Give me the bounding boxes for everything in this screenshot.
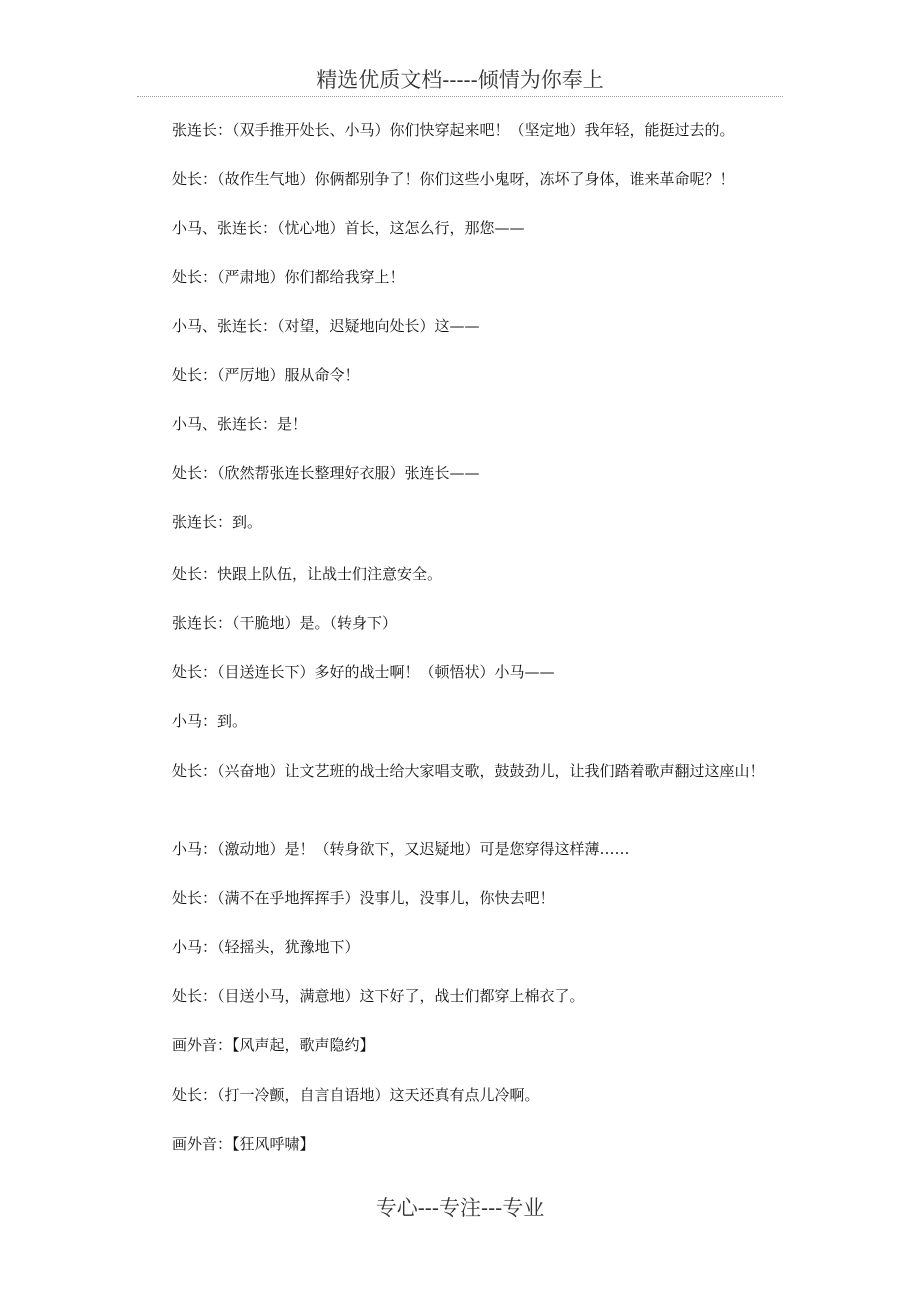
dialogue-line: 画外音：【风声起，歌声隐约】 [172, 1036, 375, 1054]
dialogue-line: 张连长：到。 [172, 513, 263, 531]
dialogue-line: 小马、张连长：是！ [172, 415, 308, 433]
dialogue-line: 处长：（满不在乎地挥挥手）没事儿，没事儿，你快去吧！ [172, 889, 555, 907]
dialogue-line: 处长：（目送小马，满意地）这下好了，战士们都穿上棉衣了。 [172, 987, 585, 1005]
dialogue-line: 小马：（轻摇头，犹豫地下） [172, 938, 360, 956]
dialogue-line: 小马：到。 [172, 712, 248, 730]
dialogue-line: 处长：（欣然帮张连长整理好衣服）张连长—— [172, 464, 480, 482]
dialogue-line: 张连长：（干脆地）是。（转身下） [172, 614, 398, 632]
dialogue-line: 小马：（激动地）是！（转身欲下，又迟疑地）可是您穿得这样薄…… [172, 840, 630, 858]
page-header: 精选优质文档-----倾情为你奉上 [316, 68, 604, 92]
dialogue-line: 处长：快跟上队伍，让战士们注意安全。 [172, 565, 443, 583]
dialogue-line: 处长：（严肃地）你们都给我穿上！ [172, 268, 405, 286]
page-footer: 专心---专注---专业 [375, 1196, 545, 1220]
dialogue-line: 张连长：（双手推开处长、小马）你们快穿起来吧！（坚定地）我年轻，能挺过去的。 [172, 121, 735, 139]
header-divider [137, 96, 783, 97]
dialogue-line: 小马、张连长：（对望，迟疑地向处长）这—— [172, 317, 480, 335]
dialogue-line: 处长：（故作生气地）你俩都别争了！你们这些小鬼呀，冻坏了身体，谁来革命呢？！ [172, 170, 735, 188]
dialogue-line: 处长：（打一冷颤，自言自语地）这天还真有点儿冷啊。 [172, 1086, 540, 1104]
dialogue-line: 处长：（严厉地）服从命令！ [172, 366, 360, 384]
dialogue-line: 处长：（兴奋地）让文艺班的战士给大家唱支歌，鼓鼓劲儿，让我们踏着歌声翻过这座山！ [172, 762, 765, 780]
dialogue-line: 小马、张连长：（忧心地）首长，这怎么行，那您—— [172, 219, 525, 237]
dialogue-line: 处长：（目送连长下）多好的战士啊！（顿悟状）小马—— [172, 663, 555, 681]
dialogue-line: 画外音：【狂风呼啸】 [172, 1135, 315, 1153]
